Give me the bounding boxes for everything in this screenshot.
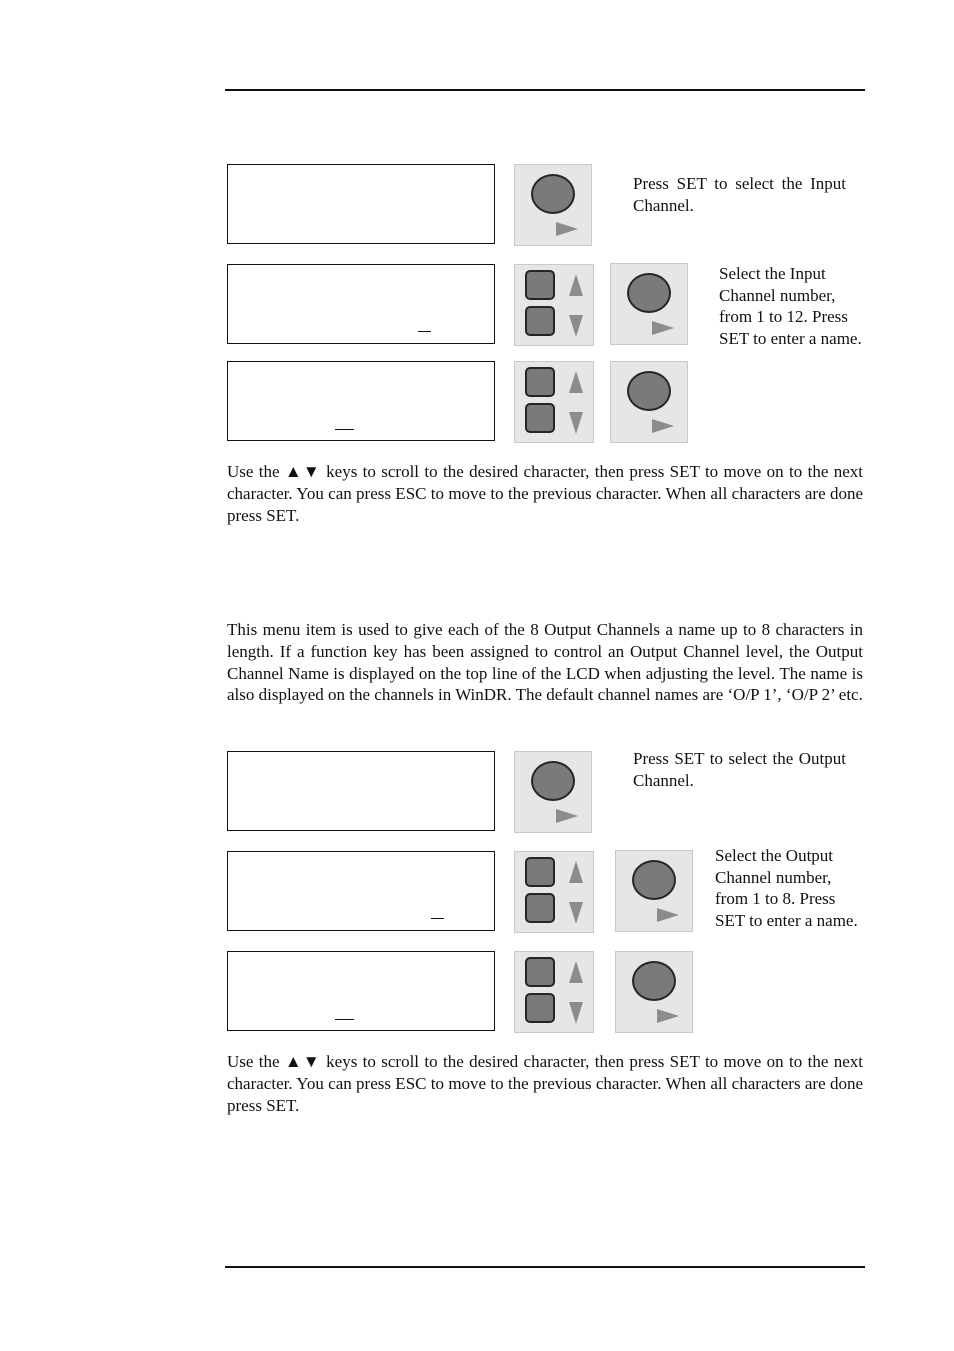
down-key-icon[interactable]	[525, 993, 555, 1023]
down-arrow-icon	[569, 412, 583, 434]
set-key-panel[interactable]	[514, 164, 592, 246]
header-rule	[225, 89, 865, 91]
lcd-cursor	[335, 429, 354, 430]
down-arrow-icon	[569, 1002, 583, 1024]
output-select-note: Select the Output Channel number, from 1 to 8. Press SET to enter a name.	[715, 846, 858, 930]
down-arrow-icon	[569, 315, 583, 337]
right-arrow-icon	[556, 222, 578, 236]
set-key-panel[interactable]	[615, 850, 693, 932]
lcd-display-input-menu	[227, 164, 495, 244]
right-arrow-icon	[652, 321, 674, 335]
footer-rule	[225, 1266, 865, 1268]
up-key-icon[interactable]	[525, 367, 555, 397]
right-arrow-icon	[556, 809, 578, 823]
down-key-icon[interactable]	[525, 403, 555, 433]
input-press-set-note: Press SET to select the Input Channel.	[633, 174, 846, 215]
down-key-icon[interactable]	[525, 306, 555, 336]
lcd-cursor	[431, 918, 444, 919]
set-key-icon[interactable]	[632, 860, 676, 900]
set-key-panel[interactable]	[610, 361, 688, 443]
set-key-icon[interactable]	[531, 174, 575, 214]
up-key-icon[interactable]	[525, 957, 555, 987]
output-scroll-paragraph: Use the ▲▼ keys to scroll to the desired character, then press SET to move on to the next character. You can press ESC to move to the previous character. When all characters are done press SET.	[227, 1052, 863, 1115]
up-down-key-panel[interactable]	[514, 264, 594, 346]
up-arrow-icon	[569, 274, 583, 296]
lcd-display-input-name	[227, 361, 495, 441]
set-key-panel[interactable]	[615, 951, 693, 1033]
up-down-key-panel[interactable]	[514, 951, 594, 1033]
up-down-key-panel[interactable]	[514, 361, 594, 443]
down-arrow-icon	[569, 902, 583, 924]
up-key-icon[interactable]	[525, 857, 555, 887]
up-key-icon[interactable]	[525, 270, 555, 300]
up-arrow-icon	[569, 861, 583, 883]
input-select-note: Select the Input Channel number, from 1 to 12. Press SET to enter a name.	[719, 264, 862, 348]
lcd-display-input-number	[227, 264, 495, 344]
lcd-display-output-name	[227, 951, 495, 1031]
set-key-icon[interactable]	[531, 761, 575, 801]
set-key-icon[interactable]	[627, 273, 671, 313]
right-arrow-icon	[657, 1009, 679, 1023]
output-press-set-note: Press SET to select the Output Channel.	[633, 749, 846, 790]
up-down-key-panel[interactable]	[514, 851, 594, 933]
set-key-panel[interactable]	[514, 751, 592, 833]
right-arrow-icon	[652, 419, 674, 433]
lcd-display-output-number	[227, 851, 495, 931]
set-key-icon[interactable]	[632, 961, 676, 1001]
up-arrow-icon	[569, 371, 583, 393]
down-key-icon[interactable]	[525, 893, 555, 923]
lcd-display-output-menu	[227, 751, 495, 831]
right-arrow-icon	[657, 908, 679, 922]
output-intro-paragraph: This menu item is used to give each of the 8 Output Channels a name up to 8 characters in length. If a function key has been assigned to control an Output Channel level, the Output Channel Name is displayed on the top line of the LCD when adjusting the level. The name is also displayed on the channels in WinDR. The default channel names are ‘O/P 1’, ‘O/P 2’ etc.	[227, 620, 863, 705]
up-arrow-icon	[569, 961, 583, 983]
set-key-icon[interactable]	[627, 371, 671, 411]
input-scroll-paragraph: Use the ▲▼ keys to scroll to the desired character, then press SET to move on to the next character. You can press ESC to move to the previous character. When all characters are done press SET.	[227, 462, 863, 525]
lcd-cursor	[335, 1019, 354, 1020]
lcd-cursor	[418, 331, 431, 332]
set-key-panel[interactable]	[610, 263, 688, 345]
